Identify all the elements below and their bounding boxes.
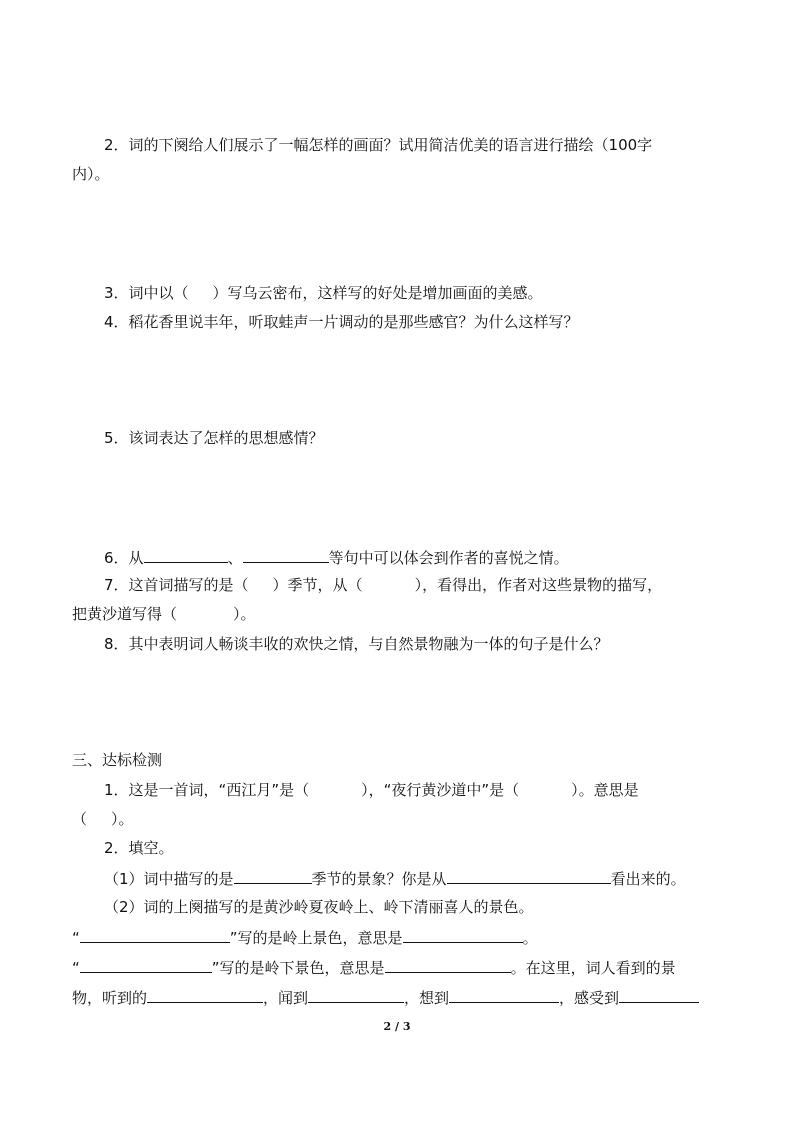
question-7-line-2 bbox=[72, 603, 256, 625]
question-6 bbox=[104, 545, 569, 569]
question-2-line-2: 内）。 bbox=[72, 165, 110, 183]
answer-blank[interactable] bbox=[385, 955, 511, 973]
answer-blank[interactable] bbox=[619, 985, 699, 1003]
answer-blank[interactable] bbox=[147, 985, 263, 1003]
answer-blank[interactable] bbox=[449, 985, 559, 1003]
answer-blank[interactable] bbox=[144, 545, 228, 563]
question-5: 5．该词表达了怎样的思想感情？ bbox=[104, 429, 324, 447]
fill-line-3-part-d: ，感受到 bbox=[559, 989, 620, 1007]
s3q2-1-part-c: 看出来的。 bbox=[610, 870, 686, 888]
s3q1-part-a: 1．这是一首词，“西江月”是（ bbox=[104, 781, 310, 799]
s3q1-part-c: ）。意思是 bbox=[571, 781, 639, 799]
question-7-line-1 bbox=[104, 574, 662, 596]
s3q1-part-d: （ bbox=[72, 810, 88, 828]
answer-blank[interactable] bbox=[447, 866, 611, 884]
answer-blank[interactable] bbox=[234, 866, 312, 884]
section-3-question-1-line-1 bbox=[104, 779, 639, 801]
section-3-title: 三、达标检测 bbox=[72, 751, 163, 769]
answer-blank[interactable] bbox=[403, 925, 523, 943]
fill-line-3 bbox=[72, 985, 699, 1009]
question-7-part-a: 7．这首词描写的是（ bbox=[104, 576, 249, 594]
question-6-part-b: 、 bbox=[227, 549, 243, 567]
question-7-part-c: ），看得出，作者对这些景物的描写， bbox=[414, 576, 663, 594]
question-6-part-c: 等句中可以体会到作者的喜悦之情。 bbox=[328, 549, 569, 567]
s3q2-1-part-a: （1）词中描写的是 bbox=[104, 870, 234, 888]
answer-blank[interactable] bbox=[308, 985, 404, 1003]
question-3-suffix: ）写乌云密布，这样写的好处是增加画面的美感。 bbox=[212, 284, 543, 302]
question-7-part-e: ）。 bbox=[233, 605, 256, 623]
section-3-question-2-2: （2）词的上阕描写的是黄沙岭夏夜岭上、岭下清丽喜人的景色。 bbox=[104, 898, 534, 916]
fill-line-2-part-c: 。在这里，词人看到的景 bbox=[510, 959, 676, 977]
fill-line-1-part-a: “ bbox=[72, 929, 80, 947]
question-2-line-1: 2．词的下阕给人们展示了一幅怎样的画面？试用简洁优美的语言进行描绘（100字 bbox=[104, 136, 653, 154]
fill-line-1-part-c: 。 bbox=[522, 929, 538, 947]
fill-line-1-part-b: ”写的是岭上景色，意思是 bbox=[229, 929, 403, 947]
fill-line-2 bbox=[72, 955, 676, 979]
question-6-part-a: 6．从 bbox=[104, 549, 144, 567]
section-3-question-2: 2．填空。 bbox=[104, 839, 174, 857]
section-3-question-2-1 bbox=[104, 866, 686, 890]
fill-line-1 bbox=[72, 925, 538, 949]
question-7-part-d: 把黄沙道写得（ bbox=[72, 605, 178, 623]
page-number: 2 / 3 bbox=[383, 1020, 411, 1033]
s3q1-part-b: ），“夜行黄沙道中”是（ bbox=[361, 781, 520, 799]
answer-blank[interactable] bbox=[80, 925, 230, 943]
section-3-question-1-line-2 bbox=[72, 808, 134, 830]
fill-line-3-part-b: ，闻到 bbox=[263, 989, 309, 1007]
question-8: 8．其中表明词人畅谈丰收的欢快之情，与自然景物融为一体的句子是什么？ bbox=[104, 635, 609, 653]
fill-line-3-part-a: 物，听到的 bbox=[72, 989, 148, 1007]
question-3-prefix: 3．词中以（ bbox=[104, 284, 189, 302]
s3q2-1-part-b: 季节的景象？你是从 bbox=[311, 870, 447, 888]
fill-line-2-part-a: “ bbox=[72, 959, 80, 977]
fill-line-2-part-b: ”写的是岭下景色，意思是 bbox=[211, 959, 385, 977]
answer-blank[interactable] bbox=[80, 955, 212, 973]
question-7-part-b: ）季节，从（ bbox=[272, 576, 363, 594]
answer-blank[interactable] bbox=[243, 545, 329, 563]
question-4: 4．稻花香里说丰年，听取蛙声一片调动的是那些感官？为什么这样写？ bbox=[104, 313, 579, 331]
fill-line-3-part-c: ，想到 bbox=[404, 989, 450, 1007]
question-3 bbox=[104, 282, 543, 304]
s3q1-part-e: ）。 bbox=[111, 810, 134, 828]
